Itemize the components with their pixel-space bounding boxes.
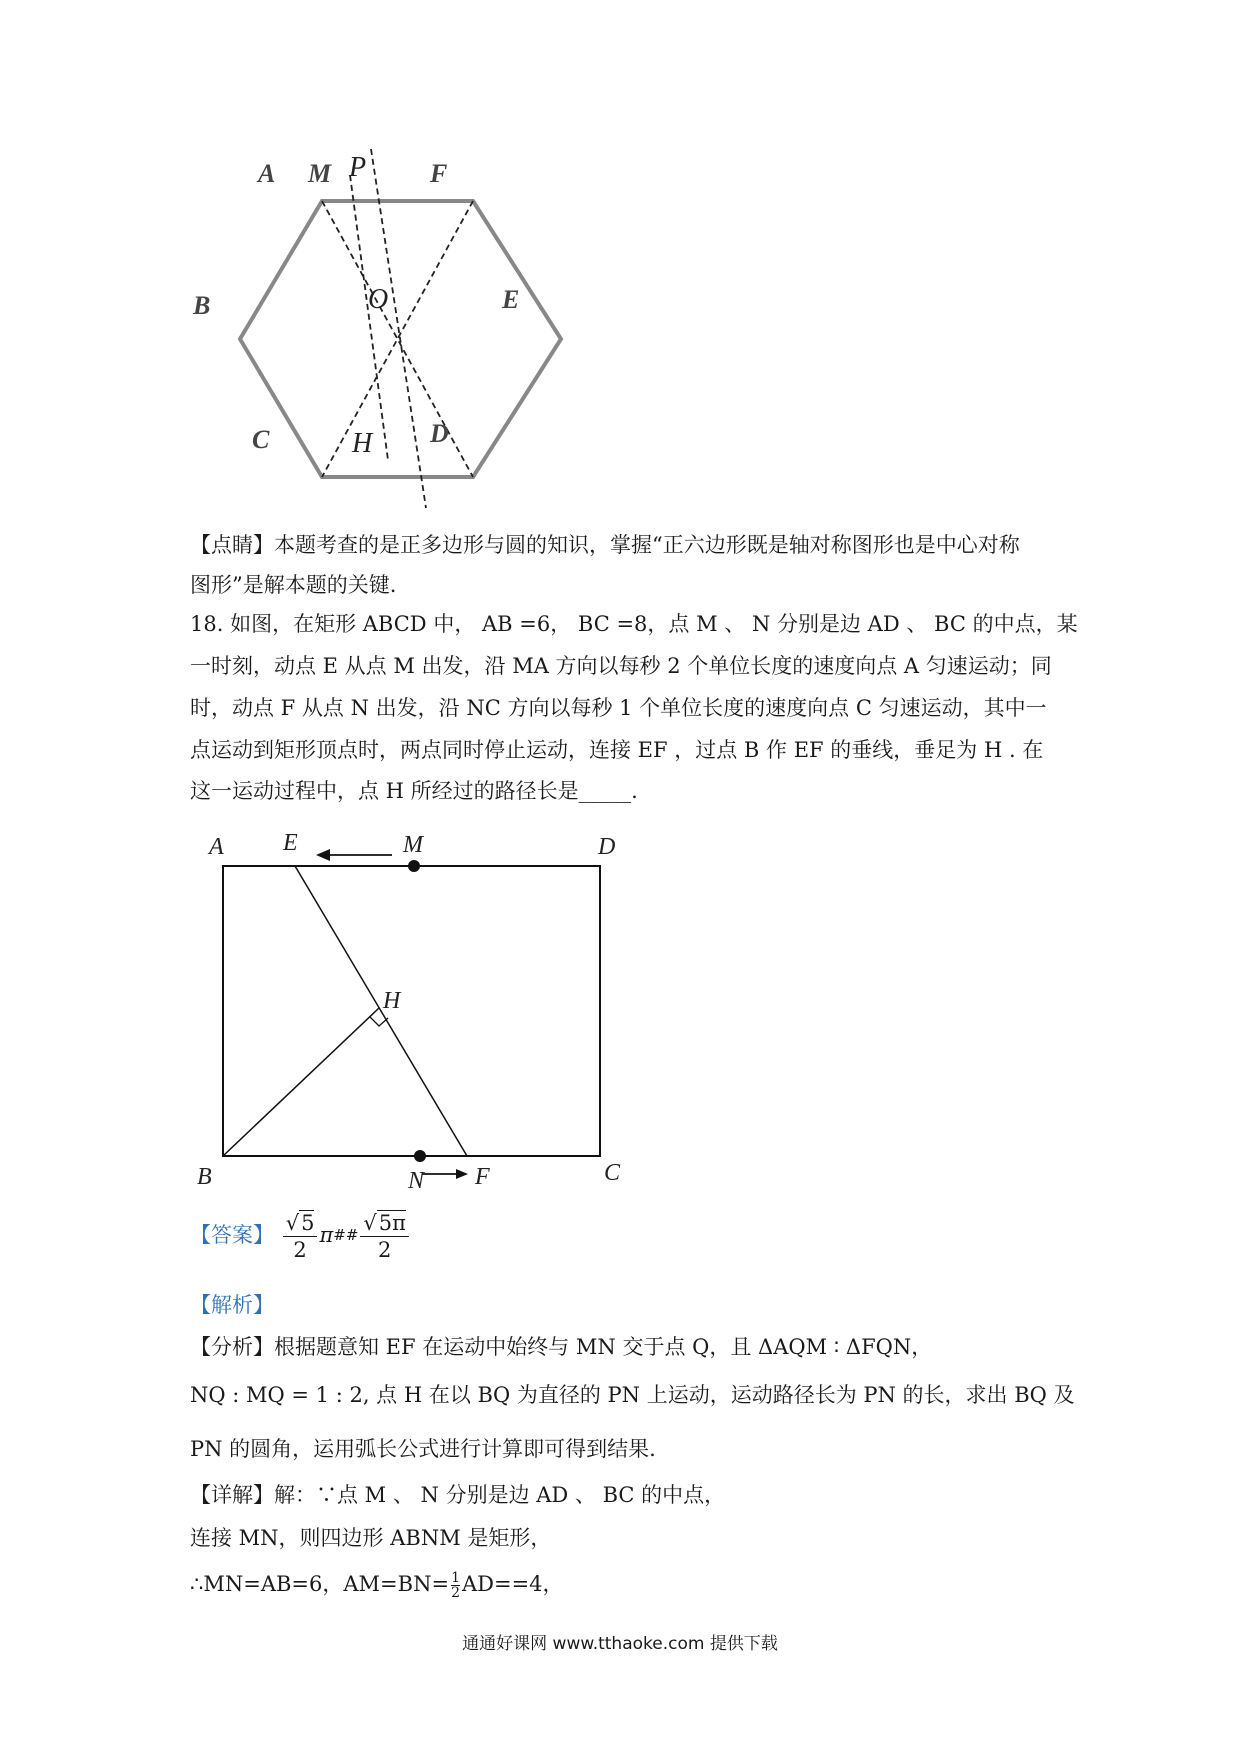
line-mo — [350, 175, 388, 460]
analysis-heading: 【解析】 — [190, 1293, 274, 1317]
point-n — [414, 1150, 426, 1162]
detail-tag: 【详解】 — [190, 1483, 274, 1507]
label-e: E — [502, 285, 520, 314]
analysis-tag: 【分析】 — [190, 1335, 274, 1359]
problem-18-line-3: 时，动点 F 从点 N 出发，沿 NC 方向以每秒 1 个单位长度的速度向点 C 匀速运动，其中一 — [190, 696, 1047, 720]
segment-ef — [295, 866, 467, 1156]
label-f: F — [475, 1164, 490, 1190]
segment-bh — [223, 1008, 379, 1156]
analysis-line-1: 【分析】根据题意知 EF 在运动中始终与 MN 交于点 Q，且 ΔAQM ∶ ΔFQN， — [190, 1335, 933, 1359]
label-p: P — [349, 152, 367, 183]
problem-18-line-5: 这一运动过程中，点 H 所经过的路径长是_____. — [190, 779, 638, 803]
detail-line-2: 连接 MN，则四边形 ABNM 是矩形， — [190, 1526, 552, 1550]
label-b: B — [193, 291, 211, 320]
answer-tag: 【答案】 — [190, 1223, 274, 1247]
analysis-line-2: NQ : MQ = 1 : 2, 点 H 在以 BQ 为直径的 PN 上运动，运动路径长为 PN 的长，求出 BQ 及 — [190, 1383, 1075, 1407]
point-m — [408, 860, 420, 872]
arrowhead-f — [456, 1169, 468, 1179]
label-a: A — [209, 834, 224, 860]
label-c: C — [604, 1160, 621, 1186]
hexagon-figure — [190, 130, 600, 530]
detail-line-3: ∴MN=AB=6，AM=BN= $\frac{1}{2}$ AD==4， — [190, 1570, 564, 1601]
rectangle-abcd — [223, 866, 600, 1156]
label-e: E — [283, 830, 298, 856]
answer-pi: π — [319, 1223, 334, 1247]
pointers-line-2: 图形”是解本题的关键. — [190, 573, 397, 597]
label-n: N — [408, 1168, 425, 1190]
label-o: O — [368, 284, 389, 315]
answer-separator: ## — [333, 1226, 359, 1244]
answer-fraction-2: $\frac{√5\pi}{2}$ — [360, 1210, 409, 1263]
label-d: D — [598, 834, 616, 860]
problem-18-line-1: 18. 如图，在矩形 ABCD 中， AB =6， BC =8，点 M 、 N 分别是边 AD 、 BC 的中点，某 — [190, 612, 1078, 636]
label-d: D — [430, 419, 449, 448]
analysis-line-3: PN 的圆角，运用弧长公式进行计算即可得到结果. — [190, 1437, 656, 1461]
label-b: B — [197, 1164, 212, 1190]
label-f: F — [430, 159, 448, 188]
problem-18-line-4: 点运动到矩形顶点时，两点同时停止运动，连接 EF ，过点 B 作 EF 的垂线，垂足为 H . 在 — [190, 738, 1044, 762]
answer-fraction-1: $\frac{√5}{2}$ — [283, 1210, 318, 1263]
label-c: C — [252, 425, 270, 454]
rectangle-figure — [190, 830, 640, 1190]
label-m: M — [308, 159, 332, 188]
label-a: A — [258, 159, 276, 188]
page-footer: 通通好课网 www.tthaoke.com 提供下载 — [462, 1634, 778, 1654]
pointers-tag: 【点睛】 — [190, 533, 274, 557]
problem-18-line-2: 一时刻，动点 E 从点 M 出发，沿 MA 方向以每秒 2 个单位长度的速度向点 A 匀速运动；同 — [190, 654, 1052, 678]
label-m: M — [403, 832, 423, 858]
detail-line-1: 【详解】解：∵点 M 、 N 分别是边 AD 、 BC 的中点， — [190, 1483, 726, 1507]
label-h: H — [352, 428, 373, 459]
answer-line — [190, 1205, 411, 1265]
pointers-line-1: 【点睛】本题考查的是正多边形与圆的知识，掌握“正六边形既是轴对称图形也是中心对称 — [190, 533, 1020, 557]
detail-fraction: $\frac{1}{2}$ — [451, 1570, 460, 1601]
label-h: H — [383, 988, 401, 1014]
arrowhead-e — [316, 849, 330, 861]
